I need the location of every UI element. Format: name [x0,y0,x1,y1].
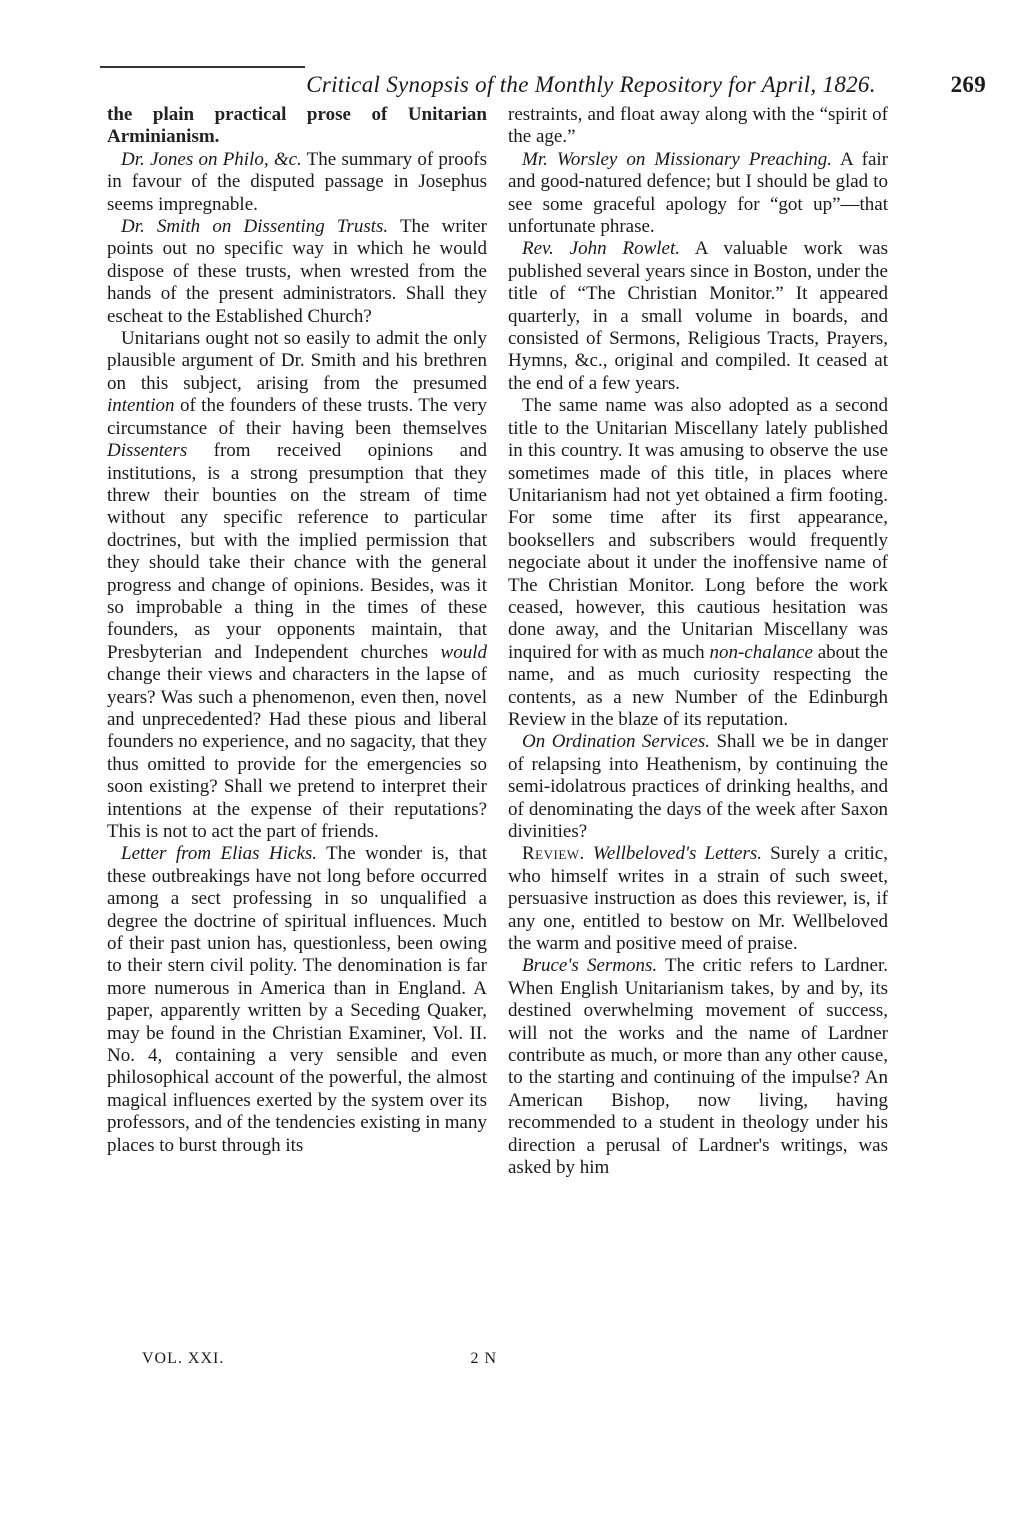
article-title: Mr. Worsley on Missionary Preaching. [522,148,833,170]
page-footer [142,1350,497,1368]
running-header [196,72,986,98]
paragraph: Unitarians ought not so easily to admit the only plausible argument of Dr. Smith and his brethren on this subject, arising from the presumed intention of the founders of these trusts. The very circumstance of their having been themselves Dissenters from received opinions and institutions, is a strong presumption that they threw their bounties on the stream of time without any specific reference to particular doctrines, but with the implied permission that they should take their chance with the general progress and change of opinions. Besides, was it so improbable a thing in the times of these founders, as your opponents maintain, that Presbyterian and Independent churches would change their views and characters in the lapse of years? Was such a phenomenon, even then, novel and unprecedented? Had these pious and liberal founders no experience, and no sagacity, that they thus omitted to provide for the emergencies so soon existing? Shall we pretend to interpret their intentions at the expense of their reputations? This is not to act the part of friends. [107,328,487,842]
section-label: Review. [522,843,585,865]
article-title: Dr. Smith on Dissenting Trusts. [121,216,389,238]
volume-label: VOL. XXI. [142,1350,225,1367]
paragraph: the plain practical prose of Unitarian Arminianism. [107,104,487,148]
article-title: Bruce's Sermons. [522,955,658,977]
article-title: Rev. John Rowlet. [522,238,680,260]
signature-mark: 2 N [470,1350,497,1367]
paragraph: On Ordination Services. Shall we be in danger of relapsing into Heathenism, by continuing the semi-idolatrous practices of drinking healths, and of denominating the days of the week after Saxon divinities? [508,731,888,842]
paragraph: Rev. John Rowlet. A valuable work was published several years since in Boston, under the title of “The Christian Monitor.” It appeared quarterly, in a small volume in boards, and consisted of Sermons, Religious Tracts, Prayers, Hymns, &c., original and compiled. It ceased at the end of a few years. [508,238,888,394]
paragraph: Bruce's Sermons. The critic refers to Lardner. When English Unitarianism takes, by and by, its destined overwhelming movement of success, will not the works and the name of Lardner contribute as much, or more than any other cause, to the starting and continuing of the impulse? An American Bishop, now living, having recommended to a student in theology under his direction a perusal of Lardner's writings, was asked by him [508,955,888,1179]
paragraph: The same name was also adopted as a second title to the Unitarian Miscellany lately published in this country. It was amusing to observe the use sometimes made of this title, in places where Unitarianism had not yet obtained a firm footing. For some time after its first appearance, booksellers and subscribers would frequently negociate about it under the inoffensive name of The Christian Monitor. Long before the work ceased, however, this cautious hesitation was done away, and the Unitarian Miscellany was inquired for with as much non-chalance about the name, and as much curiosity respecting the contents, as a new Number of the Edinburgh Review in the blaze of its reputation. [508,395,888,730]
paragraph: Review. Wellbeloved's Letters. Surely a critic, who himself writes in a strain of such sweet, persuasive instruction as does this reviewer, is, if any one, entitled to bestow on Mr. Wellbeloved the warm and positive meed of praise. [508,843,888,955]
paragraph: Letter from Elias Hicks. The wonder is, that these outbreakings have not long before occurred among a sect professing in so unqualified a degree the doctrine of spiritual influences. Much of their past union has, questionless, been owing to their stern civil polity. The denomination is far more numerous in America than in England. A paper, apparently written by a Seceding Quaker, may be found in the Christian Examiner, Vol. II. No. 4, containing a very sensible and even philosophical account of the powerful, the almost magical influences exerted by the system over its professors, and of the tendencies existing in many places to burst through its [107,843,487,1156]
running-title: Critical Synopsis of the Monthly Repository for April, 1826. [306,72,876,97]
article-title: Wellbeloved's Letters. [592,843,763,865]
paragraph: Dr. Smith on Dissenting Trusts. The writer points out no specific way in which he would dispose of these trusts, when wrested from the hands of the present administrators. Shall they escheat to the Established Church? [107,216,487,327]
page-number: 269 [950,72,986,97]
article-title: Dr. Jones on Philo, &c. [121,148,302,170]
right-column [508,104,888,1180]
article-title: On Ordination Services. [522,731,710,753]
left-column [107,104,487,1157]
article-title: Letter from Elias Hicks. [121,843,318,865]
paragraph: Mr. Worsley on Missionary Preaching. A fair and good-natured defence; but I should be glad to see some graceful apology for “got up”—that unfortunate phrase. [508,148,888,238]
top-rule [100,66,305,68]
paragraph: restraints, and float away along with the “spirit of the age.” [508,104,888,148]
paragraph: Dr. Jones on Philo, &c. The summary of proofs in favour of the disputed passage in Josephus seems impregnable. [107,148,487,215]
